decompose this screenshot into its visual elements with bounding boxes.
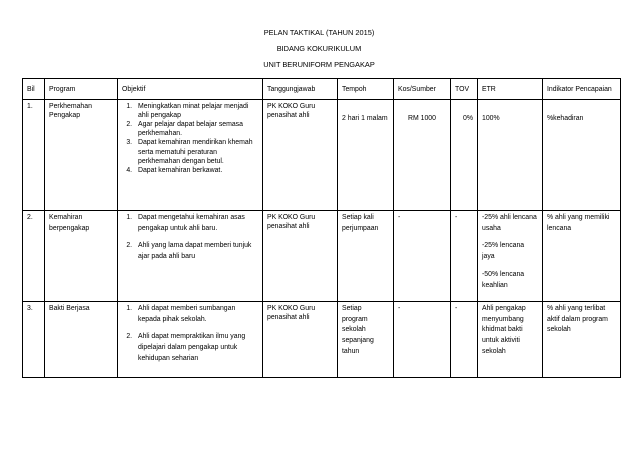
cell-kos-sumber: - — [394, 302, 451, 378]
cell-tempoh: Setiap program sekolah sepanjang tahun — [338, 302, 394, 378]
cell-etr — [478, 302, 543, 378]
cell-indikator: % ahli yang terlibat aktif dalam program sekolah — [543, 302, 621, 378]
cell-program: Bakti Berjasa — [45, 302, 118, 378]
header-objektif: Objektif — [118, 79, 263, 100]
cell-etr — [478, 211, 543, 302]
objective-list — [122, 213, 258, 263]
kos-text: RM 1000 — [408, 115, 436, 122]
header-kos-sumber: Kos/Sumber — [394, 79, 451, 100]
tactical-plan-table — [22, 78, 621, 378]
cell-objektif — [118, 100, 263, 211]
cell-bil: 3. — [23, 302, 45, 378]
table-row — [23, 100, 621, 211]
header-etr: ETR — [478, 79, 543, 100]
objective-list — [122, 102, 258, 175]
cell-tov: - — [451, 302, 478, 378]
objective-list — [122, 304, 258, 365]
cell-program: Kemahiran berpengakap — [45, 211, 118, 302]
table-row — [23, 302, 621, 378]
objective-item: 1. Ahli dapat memberi sumbangan kepada pihak sekolah. — [134, 304, 258, 325]
cell-tov — [451, 100, 478, 211]
header-bil: Bil — [23, 79, 45, 100]
cell-indikator: % ahli yang memiliki lencana — [543, 211, 621, 302]
tempoh-text: 2 hari 1 malam — [342, 115, 388, 122]
header-tanggungjawab: Tanggungjawab — [263, 79, 338, 100]
etr-item: Ahli pengakap menyumbang khidmat bakti untuk aktiviti sekolah — [482, 305, 526, 355]
cell-bil: 2. — [23, 211, 45, 302]
cell-bil: 1. — [23, 100, 45, 211]
document-subtitle-unit: UNIT BERUNIFORM PENGAKAP — [263, 60, 375, 69]
cell-tanggungjawab: PK KOKO Guru penasihat ahli — [263, 100, 338, 211]
header-tempoh: Tempoh — [338, 79, 394, 100]
etr-item: -50% lencana keahlian — [482, 270, 525, 289]
cell-program: Perkhemahan Pengakap — [45, 100, 118, 211]
cell-indikator — [543, 100, 621, 211]
objective-item: 1. Dapat mengetahui kemahiran asas pengakap untuk ahli baru. — [134, 213, 258, 234]
cell-tanggungjawab: PK KOKO Guru penasihat ahli — [263, 302, 338, 378]
cell-tempoh: Setiap kali perjumpaan — [338, 211, 394, 302]
cell-tov: - — [451, 211, 478, 302]
objective-item: 2. Ahli yang lama dapat memberi tunjuk ajar pada ahli baru — [134, 241, 258, 262]
objective-item: 3. Dapat kemahiran mendirikan khemah serta mematuhi peraturan perkhemahan dengan betul. — [134, 138, 258, 165]
cell-tanggungjawab: PK KOKO Guru penasihat ahli — [263, 211, 338, 302]
tov-text: 0% — [463, 115, 473, 122]
cell-kos-sumber: - — [394, 211, 451, 302]
document-subtitle-bidang: BIDANG KOKURIKULUM — [276, 44, 362, 53]
header-program: Program — [45, 79, 118, 100]
etr-item: 100% — [482, 115, 500, 122]
header-indikator: Indikator Pencapaian — [543, 79, 621, 100]
cell-objektif — [118, 211, 263, 302]
table-row — [23, 211, 621, 302]
objective-item: 2. Ahli dapat mempraktikan ilmu yang dipelajari dalam pengakap untuk kehidupan seharian — [134, 332, 258, 364]
indikator-text: %kehadiran — [547, 115, 584, 122]
header-tov: TOV — [451, 79, 478, 100]
table-header-row — [23, 79, 621, 100]
objective-item: 4. Dapat kemahiran berkawat. — [134, 166, 258, 175]
cell-tempoh — [338, 100, 394, 211]
document-title: PELAN TAKTIKAL (TAHUN 2015) — [263, 28, 375, 37]
objective-item: 1. Meningkatkan minat pelajar menjadi ahli pengakap — [134, 102, 258, 120]
objective-item: 2. Agar pelajar dapat belajar semasa perkhemahan. — [134, 120, 258, 138]
cell-objektif — [118, 302, 263, 378]
etr-item: -25% lencana jaya — [482, 242, 525, 261]
cell-kos-sumber — [394, 100, 451, 211]
cell-etr — [478, 100, 543, 211]
etr-item: -25% ahli lencana usaha — [482, 214, 537, 232]
